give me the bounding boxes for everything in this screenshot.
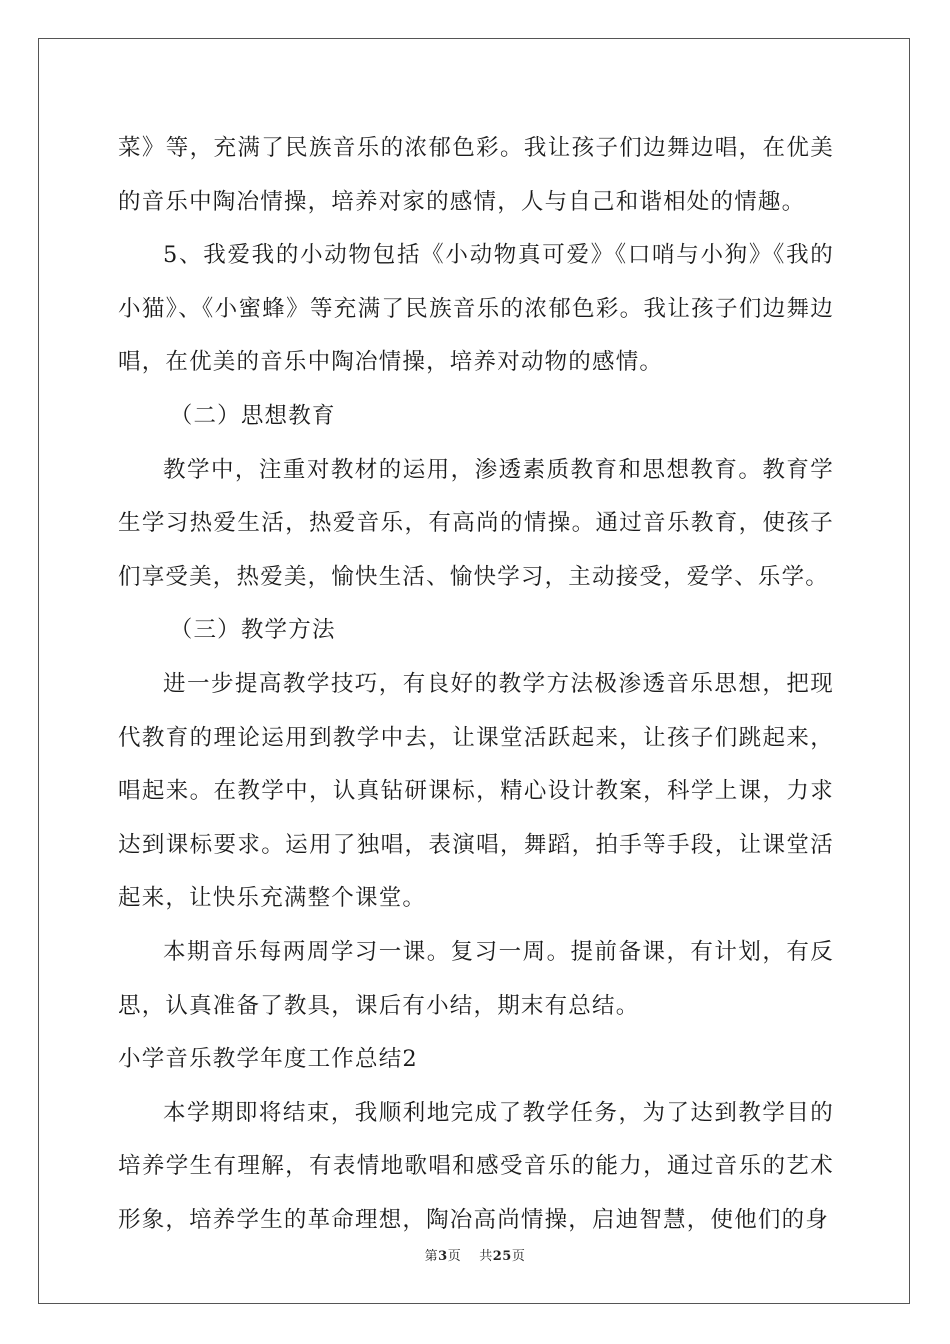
page-footer <box>0 1245 950 1264</box>
document-body <box>118 122 834 1247</box>
page-suffix: 页 <box>447 1249 462 1264</box>
page-number: 3 <box>438 1249 448 1264</box>
page-prefix: 第 <box>424 1249 439 1264</box>
total-suffix: 页 <box>511 1249 526 1264</box>
paragraph-ideology: 教学中，注重对教材的运用，渗透素质教育和思想教育。教育学生学习热爱生活，热爱音乐，有高尚的情操。通过音乐教育，使孩子们享受美，热爱美，愉快生活、愉快学习，主动接受，爱学、乐学。 <box>118 456 834 590</box>
paragraph-item-5: 5、我爱我的小动物包括《小动物真可爱》《口哨与小狗》《我的小猫》、《小蜜蜂》等充满了民族音乐的浓郁色彩。我让孩子们边舞边唱，在优美的音乐中陶冶情操，培养对动物的感情。 <box>118 242 834 376</box>
paragraph-continuation: 菜》等，充满了民族音乐的浓郁色彩。我让孩子们边舞边唱，在优美的音乐中陶冶情操，培养对家的感情，人与自己和谐相处的情趣。 <box>118 135 834 215</box>
section-heading-ideology: （二）思想教育 <box>169 402 336 429</box>
paragraph-schedule: 本期音乐每两周学习一课。复习一周。提前备课，有计划，有反思，认真准备了教具，课后有小结，期末有总结。 <box>118 938 834 1019</box>
paragraph-summary-intro: 本学期即将结束，我顺利地完成了教学任务，为了达到教学目的培养学生有理解，有表情地歌唱和感受音乐的能力，通过音乐的艺术形象，培养学生的革命理想，陶冶高尚情操，启迪智慧，使他们的身 <box>118 1099 834 1233</box>
total-prefix: 共 <box>479 1249 493 1264</box>
paragraph-methods: 进一步提高教学技巧，有良好的教学方法极渗透音乐思想，把现代教育的理论运用到教学中去，让课堂活跃起来，让孩子们跳起来，唱起来。在教学中，认真钻研课标，精心设计教案，科学上课，力求达到课标要求。运用了独唱，表演唱，舞蹈，拍手等手段，让课堂活起来，让快乐充满整个课堂。 <box>118 670 834 912</box>
total-pages: 25 <box>492 1249 512 1264</box>
document-subtitle: 小学音乐教学年度工作总结2 <box>118 1046 418 1073</box>
section-heading-methods: （三）教学方法 <box>169 617 336 644</box>
